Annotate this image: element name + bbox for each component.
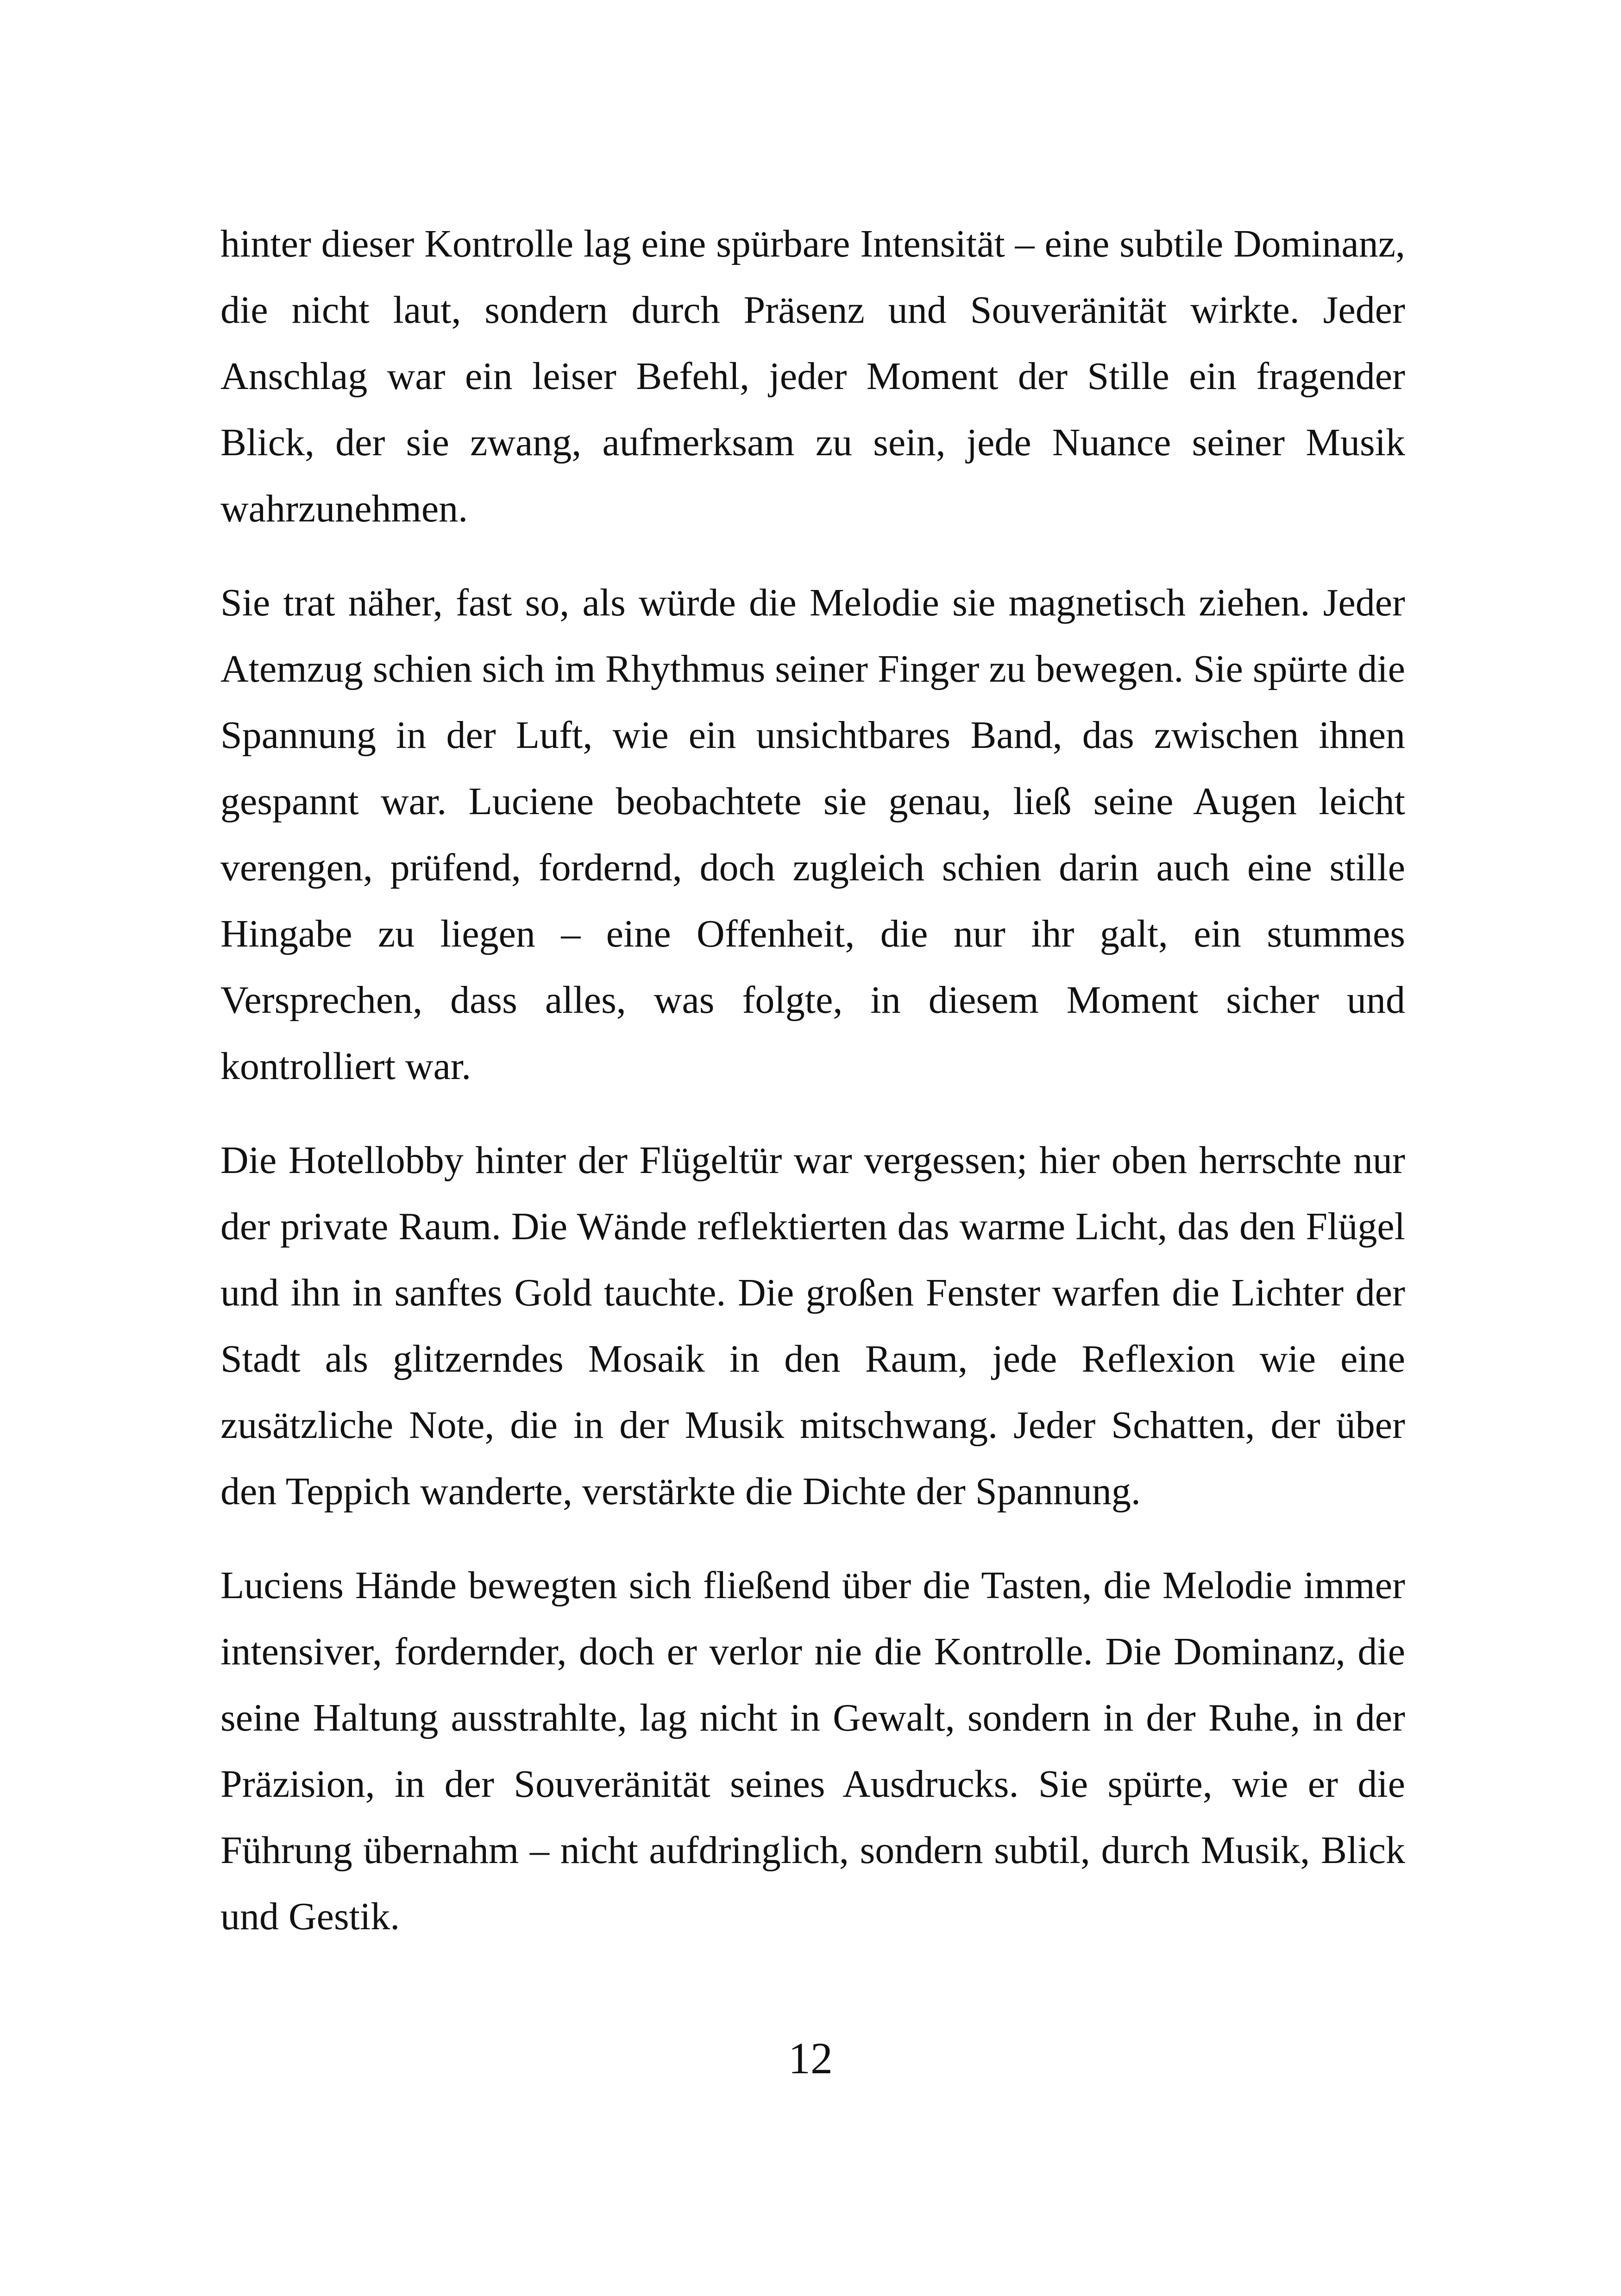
paragraph: Die Hotellobby hinter der Flügeltür war vergessen; hier oben herrschte nur der private Raum. Die Wände reflektierten das warme Licht, das den Flügel und ihn in sanftes Gold tauchte. Die großen Fenster warfen die Lichter der Stadt als glitzerndes Mosaik in den Raum, jede Reflexion wie eine zusätzliche Note, die in der Musik mitschwang. Jeder Schatten, der über den Teppich wanderte, verstärkte die Dichte der Spannung. [220, 1139, 1405, 1513]
page-number: 12 [788, 2033, 833, 2083]
body-text [220, 211, 1405, 1977]
paragraph: Luciens Hände bewegten sich fließend über die Tasten, die Melodie immer intensiver, fordernder, doch er verlor nie die Kontrolle. Die Dominanz, die seine Haltung ausstrahlte, lag nicht in Gewalt, sondern in der Ruhe, in der Präzision, in der Souveränität seines Ausdrucks. Sie spürte, wie er die Führung übernahm – nicht aufdringlich, sondern subtil, durch Musik, Blick und Gestik. [220, 1564, 1405, 1938]
paragraph: Sie trat näher, fast so, als würde die Melodie sie magnetisch ziehen. Jeder Atemzug schien sich im Rhythmus seiner Finger zu bewegen. Sie spürte die Spannung in der Luft, wie ein unsichtbares Band, das zwischen ihnen gespannt war. Luciene beobachtete sie genau, ließ seine Augen leicht verengen, prüfend, fordernd, doch zugleich schien darin auch eine stille Hingabe zu liegen – eine Offenheit, die nur ihr galt, ein stummes Versprechen, dass alles, was folgte, in diesem Moment sicher und kontrolliert war. [220, 581, 1405, 1088]
paragraph: hinter dieser Kontrolle lag eine spürbare Intensität – eine subtile Dominanz, die nicht laut, sondern durch Präsenz und Souveränität wirkte. Jeder Anschlag war ein leiser Befehl, jeder Moment der Stille ein fragender Blick, der sie zwang, aufmerksam zu sein, jede Nuance seiner Musik wahrzunehmen. [220, 222, 1405, 530]
